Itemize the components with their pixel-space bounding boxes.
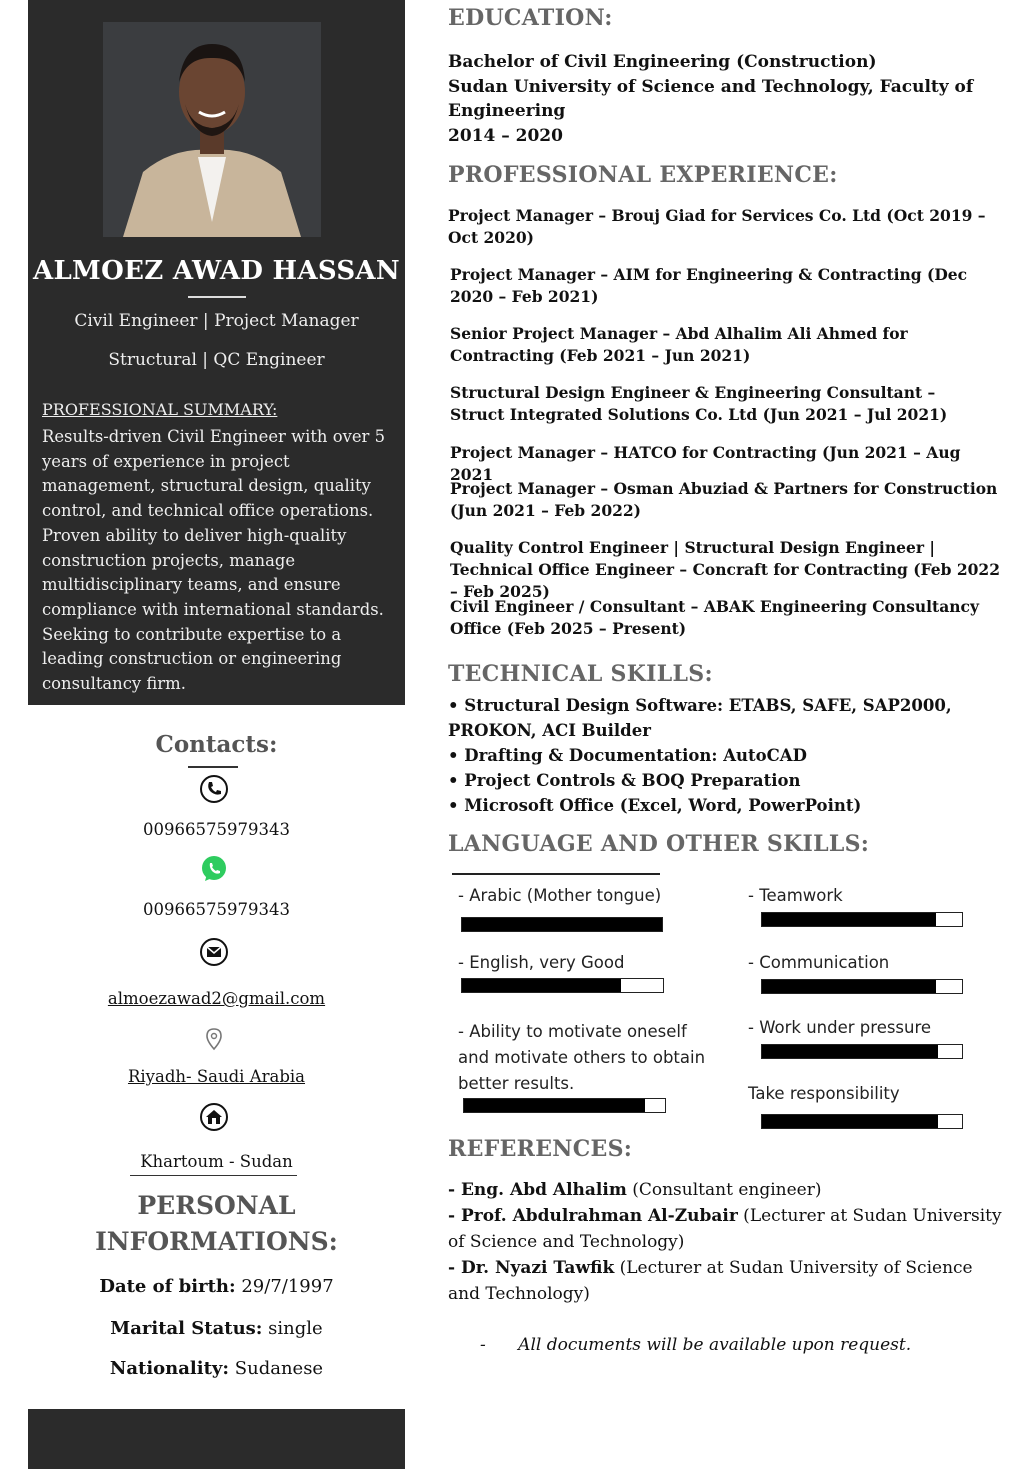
languages-heading: LANGUAGE AND OTHER SKILLS:	[448, 831, 870, 857]
skill-label-english: - English, very Good	[458, 953, 625, 972]
reference-name: - Dr. Nyazi Tawfik	[448, 1258, 615, 1278]
skill-bar-pressure	[761, 1044, 963, 1059]
name-divider	[188, 296, 246, 298]
references-list	[448, 1177, 1003, 1307]
skill-bar-fill	[462, 918, 662, 931]
home-underline	[130, 1175, 297, 1176]
references-heading: REFERENCES:	[448, 1136, 633, 1162]
nationality-row	[28, 1358, 405, 1379]
phone-number[interactable]: 00966575979343	[143, 820, 290, 839]
skill-label-pressure: - Work under pressure	[748, 1018, 932, 1037]
skill-label-teamwork: - Teamwork	[748, 886, 843, 905]
skill-label-communication: - Communication	[748, 953, 890, 972]
skill-bar-responsibility	[761, 1114, 963, 1129]
languages-divider	[452, 873, 660, 875]
degree: Bachelor of Civil Engineering (Construction)	[448, 52, 877, 72]
experience-item: Project Manager – AIM for Engineering & Contracting (Dec 2020 – Feb 2021)	[450, 265, 968, 306]
experience-heading: PROFESSIONAL EXPERIENCE:	[448, 162, 838, 188]
experience-item: Project Manager – Osman Abuziad & Partners for Construction (Jun 2021 – Feb 2022)	[450, 479, 998, 520]
skill-bar-fill	[762, 1045, 938, 1058]
whatsapp-icon	[199, 854, 229, 884]
current-location: Riyadh- Saudi Arabia	[127, 1067, 306, 1086]
education-heading: EDUCATION:	[448, 5, 613, 31]
availability-note: - All documents will be available upon request.	[480, 1335, 912, 1355]
education-block	[448, 50, 988, 148]
reference-item	[448, 1255, 1003, 1307]
reference-desc: (Consultant engineer)	[626, 1180, 822, 1200]
reference-name: - Eng. Abd Alhalim	[448, 1180, 627, 1200]
skill-bar-arabic	[461, 917, 663, 932]
experience-item: Project Manager – HATCO for Contracting (Jun 2021 – Aug 2021	[450, 443, 961, 484]
reference-desc: (Lecturer at Sudan University of Science and Technology)	[448, 1258, 973, 1304]
contacts-heading: Contacts:	[155, 731, 278, 758]
education-years: 2014 – 2020	[448, 125, 563, 146]
skill-bar-fill	[762, 980, 936, 993]
marital-row	[28, 1318, 405, 1339]
reference-desc: (Lecturer at Sudan University of Science and Technology)	[448, 1206, 1002, 1252]
experience-item: Civil Engineer / Consultant – ABAK Engineering Consultancy Office (Feb 2025 – Present)	[450, 597, 979, 638]
home-location: Khartoum - Sudan	[140, 1152, 293, 1171]
school: Sudan University of Science and Technology, Faculty of Engineering	[448, 76, 974, 121]
experience-item: Project Manager – Brouj Giad for Services Co. Ltd (Oct 2019 – Oct 2020)	[448, 206, 986, 247]
experience-item: Senior Project Manager – Abd Alhalim Ali Ahmed for Contracting (Feb 2021 – Jun 2021)	[450, 324, 908, 365]
profile-photo	[103, 22, 321, 237]
location-pin-icon	[199, 1025, 229, 1055]
nationality-label: Nationality:	[109, 1358, 230, 1379]
summary-heading: PROFESSIONAL SUMMARY:	[42, 400, 278, 419]
dob-value: 29/7/1997	[241, 1276, 334, 1297]
whatsapp-number[interactable]: 00966575979343	[143, 900, 290, 919]
skill-item: • Structural Design Software: ETABS, SAFE, SAP2000, PROKON, ACI Builder	[448, 696, 952, 740]
skill-label-motivate: - Ability to motivate oneself and motivate others to obtain better results.	[458, 1022, 706, 1093]
skills-list	[448, 693, 988, 818]
skill-bar-motivate	[463, 1098, 666, 1113]
summary-text: Results-driven Civil Engineer with over 5 years of experience in project management, structural design, quality control, and technical office operations. Proven ability to deliver high-quality construction projects, manage multidisciplinary teams, and ensure compliance with international standards. Seeking to contribute expertise to a leading construction or engineering consultancy firm.	[42, 427, 386, 694]
skill-label-arabic: - Arabic (Mother tongue)	[458, 886, 662, 905]
email-icon	[199, 937, 229, 967]
skill-label-responsibility: Take responsibility	[748, 1084, 900, 1103]
experience-item: Quality Control Engineer | Structural Design Engineer | Technical Office Engineer – Concraft for Contracting (Feb 2022 – Feb 2025)	[450, 538, 1000, 601]
skills-heading: TECHNICAL SKILLS:	[448, 661, 713, 687]
skill-bar-fill	[762, 913, 936, 926]
job-title-secondary: Structural | QC Engineer	[108, 350, 325, 370]
nationality-value: Sudanese	[234, 1358, 324, 1379]
skill-bar-fill	[762, 1115, 938, 1128]
marital-value: single	[268, 1318, 323, 1339]
skill-bar-fill	[462, 979, 621, 992]
dob-row	[28, 1276, 405, 1297]
personal-heading: PERSONAL INFORMATIONS:	[95, 1191, 338, 1256]
job-title-primary: Civil Engineer | Project Manager	[74, 311, 359, 331]
skill-item: • Drafting & Documentation: AutoCAD	[448, 746, 807, 765]
skill-bar-fill	[464, 1099, 645, 1112]
skill-bar-teamwork	[761, 912, 963, 927]
skill-bar-communication	[761, 979, 963, 994]
reference-item	[448, 1177, 1003, 1203]
reference-item	[448, 1203, 1003, 1255]
home-icon	[199, 1102, 229, 1132]
email-link[interactable]: almoezawad2@gmail.com	[107, 989, 326, 1008]
reference-name: - Prof. Abdulrahman Al-Zubair	[448, 1206, 738, 1226]
skill-bar-english	[461, 978, 664, 993]
marital-label: Marital Status:	[110, 1318, 263, 1339]
phone-icon	[199, 774, 229, 804]
skill-item: • Project Controls & BOQ Preparation	[448, 771, 801, 790]
candidate-name: ALMOEZ AWAD HASSAN	[33, 256, 400, 286]
sidebar-footer-bar	[28, 1409, 405, 1469]
dob-label: Date of birth:	[99, 1276, 236, 1297]
skill-item: • Microsoft Office (Excel, Word, PowerPoint)	[448, 796, 862, 815]
contacts-divider	[188, 766, 238, 768]
experience-item: Structural Design Engineer & Engineering Consultant – Struct Integrated Solutions Co. Ltd (Jun 2021 – Jul 2021)	[450, 383, 948, 424]
